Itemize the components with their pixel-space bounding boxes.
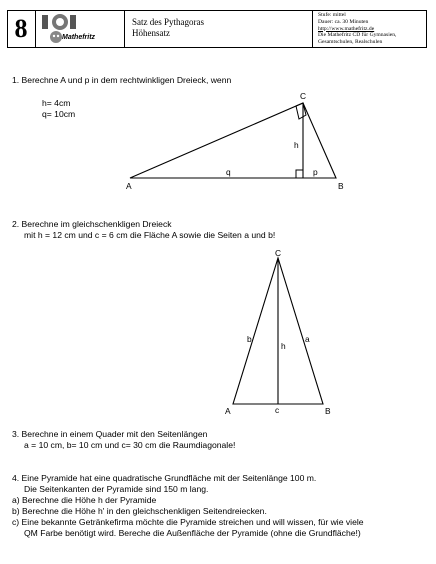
task4-item-b: b) Berechne die Höhe h' in den gleichschenkligen Seitendreiecken. <box>12 506 267 516</box>
task3-title: 3. Berechne in einem Quader mit den Seitenlängen <box>12 429 208 439</box>
meta-level: Stufe: mittel <box>318 12 346 18</box>
label-A: A <box>225 406 231 416</box>
label-h: h <box>281 341 286 351</box>
task4-line2: Die Seitenkanten der Pyramide sind 150 m lang. <box>24 484 209 494</box>
task1-title: 1. Berechne A und p in dem rechtwinkligen Dreieck, wenn <box>12 75 232 85</box>
label-C: C <box>275 248 282 258</box>
sheet-number: 8 <box>7 10 36 48</box>
task2-line2: mit h = 12 cm und c = 6 cm die Fläche A sowie die Seiten a und b! <box>24 230 276 240</box>
task4-item-c: c) Eine bekannte Getränkefirma möchte die Pyramide streichen und will wissen, für wie viele <box>12 517 364 527</box>
topic-title: Satz des Pythagoras <box>132 17 204 27</box>
label-a: a <box>305 334 310 344</box>
meta-cd-line1: Die Mathefritz CD für Gymnasien, <box>318 32 397 39</box>
meta-duration: Dauer: ca. 30 Minuten <box>318 18 369 25</box>
task4-title: 4. Eine Pyramide hat eine quadratische Grundfläche mit der Seitenlänge 100 m. <box>12 473 317 483</box>
meta-website-link[interactable]: http://www.mathefritz.de <box>318 25 375 32</box>
label-p: p <box>313 167 318 177</box>
task3-line2: a = 10 cm, b= 10 cm und c= 30 cm die Raumdiagonale! <box>24 440 236 450</box>
label-C: C <box>300 91 307 101</box>
meta-cd-line2: Gesamtschulen, Realschulen <box>318 39 383 46</box>
label-c: c <box>275 405 280 415</box>
label-b: b <box>247 334 252 344</box>
task1-given-h: h= 4cm <box>42 98 71 108</box>
label-h: h <box>294 140 299 150</box>
label-B: B <box>338 181 344 191</box>
task1-given-q: q= 10cm <box>42 109 76 119</box>
task4-item-c-continued: QM Farbe benötigt wird. Bereche die Außenfläche der Pyramide (ohne die Grundfläche!) <box>24 528 361 538</box>
task4-item-a: a) Berechne die Höhe h der Pyramide <box>12 495 157 505</box>
brand-name: Mathefritz <box>62 34 96 41</box>
label-A: A <box>126 181 132 191</box>
label-q: q <box>226 167 231 177</box>
topic-subtitle: Höhensatz <box>132 28 170 38</box>
label-B: B <box>325 406 331 416</box>
task2-title: 2. Berechne im gleichschenkligen Dreieck <box>12 219 172 229</box>
